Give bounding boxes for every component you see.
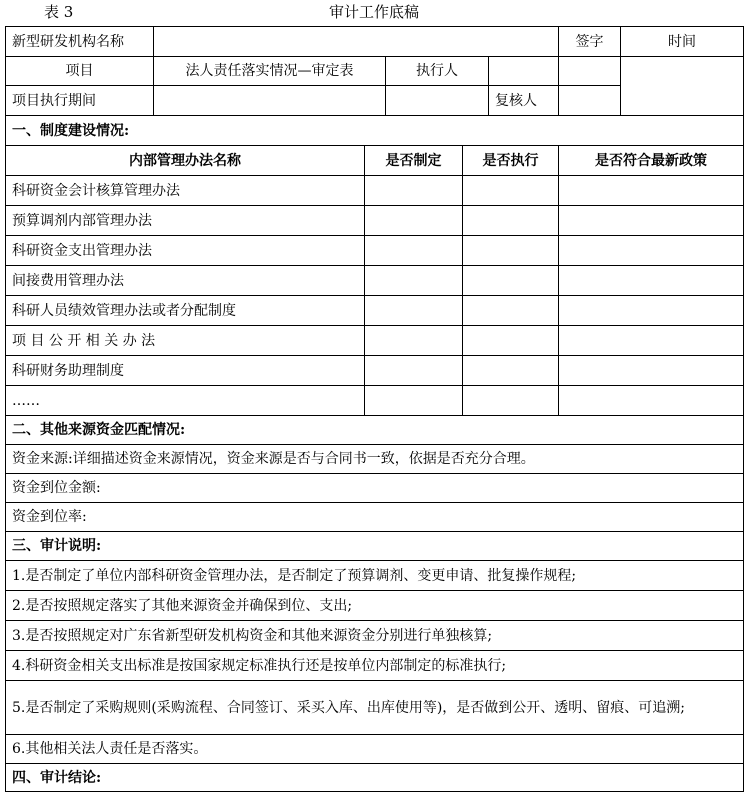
- cell[interactable]: [463, 356, 559, 386]
- org-name-value[interactable]: [154, 27, 559, 57]
- cell[interactable]: [365, 386, 463, 416]
- cell[interactable]: [559, 206, 744, 236]
- item-value: 法人责任落实情况—审定表: [154, 57, 386, 86]
- cell[interactable]: [463, 386, 559, 416]
- table-row: [6, 296, 744, 326]
- cell[interactable]: [463, 176, 559, 206]
- audit-note-item: 2.是否按照规定落实了其他来源资金并确保到位、支出;: [6, 591, 744, 621]
- cell[interactable]: [463, 266, 559, 296]
- time-label: 时间: [621, 27, 744, 57]
- audit-note-item: 3.是否按照规定对广东省新型研发机构资金和其他来源资金分别进行单独核算;: [6, 621, 744, 651]
- funding-source-line: 资金来源:详细描述资金来源情况，资金来源是否与合同书一致，依据是否充分合理。: [6, 445, 744, 474]
- audit-note-item: 6.其他相关法人责任是否落实。: [6, 735, 744, 764]
- period-value[interactable]: [154, 86, 386, 116]
- cell[interactable]: [559, 236, 744, 266]
- cell[interactable]: [559, 266, 744, 296]
- audit-note-item: 1.是否制定了单位内部科研资金管理办法，是否制定了预算调剂、变更申请、批复操作规程;: [6, 561, 744, 591]
- header-info-table: [5, 26, 744, 116]
- row-label: 科研资金支出管理办法: [6, 236, 365, 266]
- table-row: [6, 236, 744, 266]
- row-label: 预算调剂内部管理办法: [6, 206, 365, 236]
- cell[interactable]: [365, 326, 463, 356]
- col-header-executed: 是否执行: [463, 146, 559, 176]
- row-label: 科研资金会计核算管理办法: [6, 176, 365, 206]
- audit-note-item: 5.是否制定了采购规则(采购流程、合同签订、采买入库、出库使用等)，是否做到公开、透明、留痕、可追溯;: [6, 681, 744, 735]
- sections-table: [5, 415, 744, 792]
- index-value-cell[interactable]: [621, 57, 744, 116]
- org-name-label: 新型研发机构名称: [6, 27, 154, 57]
- cell[interactable]: [559, 386, 744, 416]
- section4-title: 四、审计结论:: [6, 764, 744, 792]
- table-number: 表 3: [44, 3, 74, 21]
- col-header-name: 内部管理办法名称: [6, 146, 365, 176]
- row-label: 间接费用管理办法: [6, 266, 365, 296]
- cell[interactable]: [365, 356, 463, 386]
- row-label: 科研人员绩效管理办法或者分配制度: [6, 296, 365, 326]
- col-header-established: 是否制定: [365, 146, 463, 176]
- cell[interactable]: [365, 296, 463, 326]
- cell[interactable]: [559, 356, 744, 386]
- sign-label: 签字: [559, 27, 621, 57]
- cell[interactable]: [365, 266, 463, 296]
- table-row: [6, 386, 744, 416]
- executor-label: 执行人: [386, 57, 489, 86]
- table-row: [6, 266, 744, 296]
- funding-rate-line: 资金到位率:: [6, 503, 744, 532]
- executor-sign-cell[interactable]: [489, 57, 559, 86]
- section1-table: [5, 115, 744, 416]
- table-row: [6, 176, 744, 206]
- funding-amount-line: 资金到位金额:: [6, 474, 744, 503]
- table-row: [6, 206, 744, 236]
- cell[interactable]: [559, 176, 744, 206]
- cell[interactable]: [463, 326, 559, 356]
- section2-title: 二、其他来源资金匹配情况:: [6, 416, 744, 445]
- section1-title: 一、制度建设情况:: [6, 116, 744, 146]
- executor-time-cell[interactable]: [559, 57, 621, 86]
- item-label: 项目: [6, 57, 154, 86]
- col-header-compliant: 是否符合最新政策: [559, 146, 744, 176]
- cell[interactable]: [365, 176, 463, 206]
- cell[interactable]: [559, 326, 744, 356]
- row-label: 科研财务助理制度: [6, 356, 365, 386]
- section3-title: 三、审计说明:: [6, 532, 744, 561]
- cell[interactable]: [463, 236, 559, 266]
- blank-cell: [386, 86, 489, 116]
- reviewer-time-cell[interactable]: [559, 86, 621, 116]
- cell[interactable]: [463, 296, 559, 326]
- table-row: [6, 326, 744, 356]
- reviewer-label: 复核人: [489, 86, 559, 116]
- cell[interactable]: [559, 296, 744, 326]
- page-title: 审计工作底稿: [328, 3, 419, 21]
- audit-note-item: 4.科研资金相关支出标准是按国家规定标准执行还是按单位内部制定的标准执行;: [6, 651, 744, 681]
- row-label: ……: [6, 386, 365, 416]
- table-row: [6, 356, 744, 386]
- cell[interactable]: [365, 236, 463, 266]
- period-label: 项目执行期间: [6, 86, 154, 116]
- row-label: 项 目 公 开 相 关 办 法: [6, 326, 365, 356]
- cell[interactable]: [365, 206, 463, 236]
- cell[interactable]: [463, 206, 559, 236]
